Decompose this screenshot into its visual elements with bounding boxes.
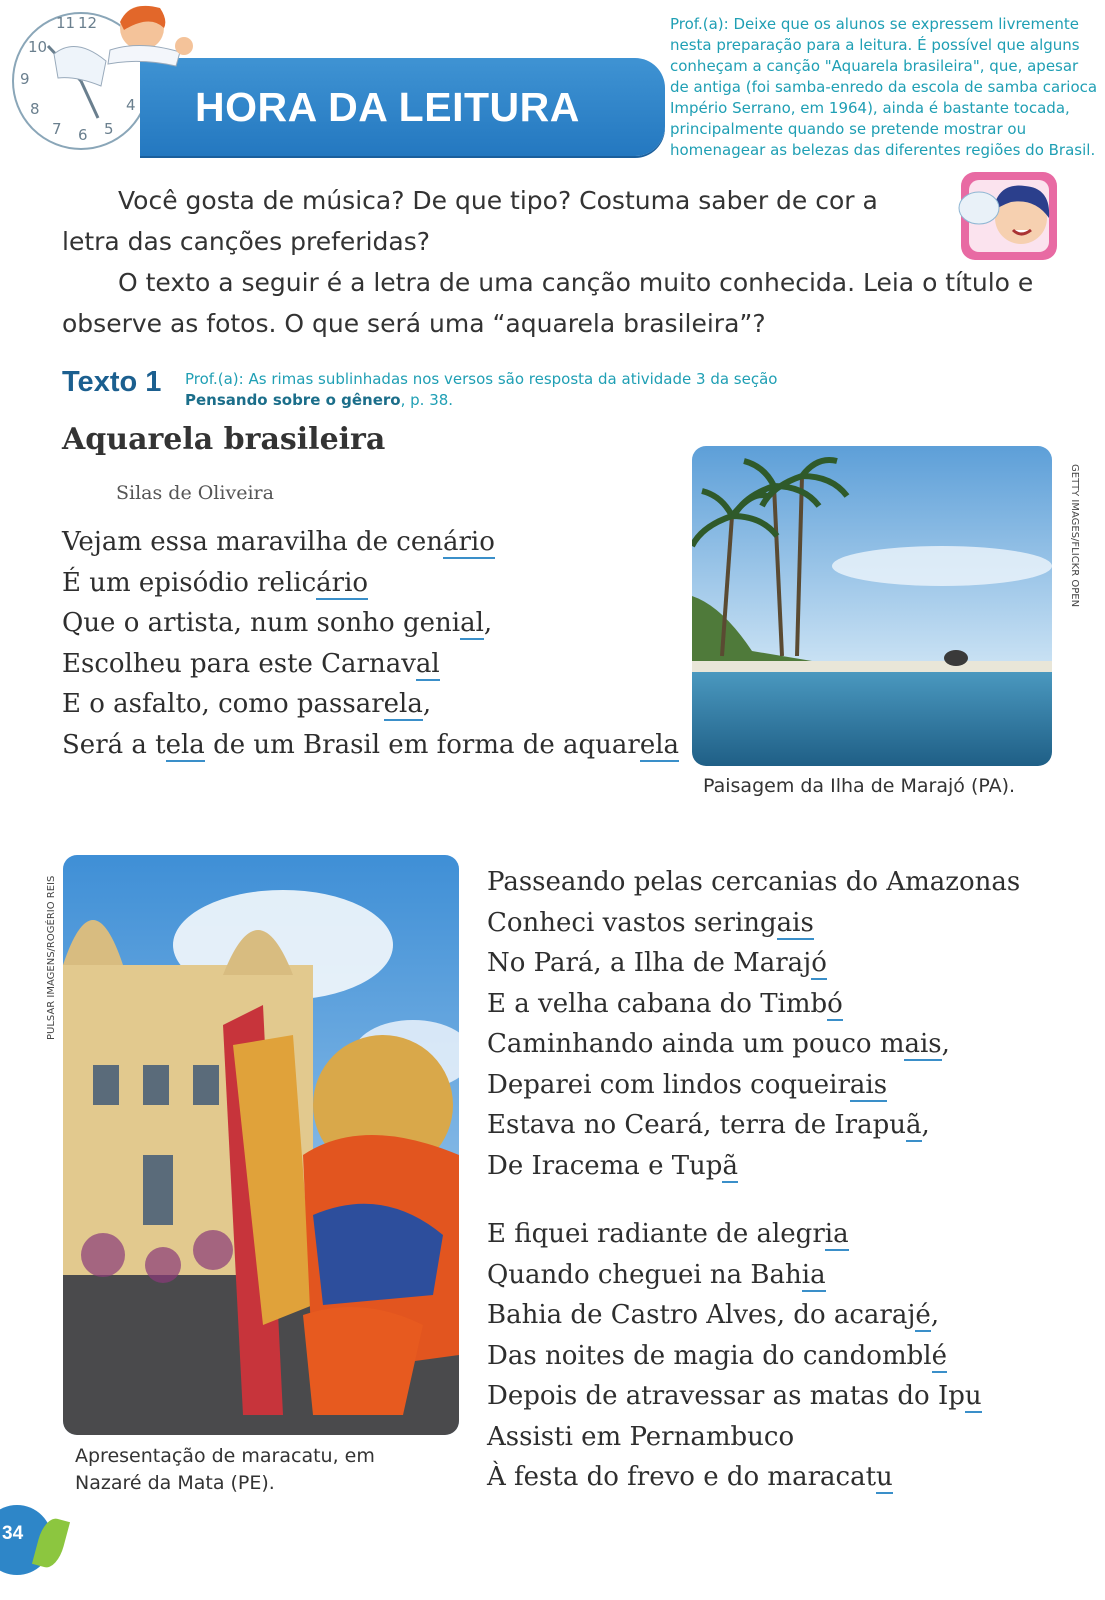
rhyme-underline: é xyxy=(915,1300,931,1330)
stanza-1 xyxy=(62,522,679,765)
rhyme-underline: é xyxy=(931,1340,947,1371)
verse-line: De Iracema e Tupã xyxy=(487,1150,738,1181)
verse-line: À festa do frevo e do maracatu xyxy=(487,1462,893,1492)
rhyme-underline: ia xyxy=(801,1259,826,1290)
verse-line: Assisti em Pernambuco xyxy=(487,1421,795,1452)
rhyme-underline: ela xyxy=(165,729,205,760)
verse-line: Vejam essa maravilha de cenário xyxy=(62,527,495,557)
verse-line: No Pará, a Ilha de Marajó xyxy=(487,948,827,978)
poem-title: Aquarela brasileira xyxy=(62,422,386,457)
note-section-name: Pensando sobre o gênero xyxy=(185,391,401,409)
rhyme-underline: ó xyxy=(811,948,827,978)
verse-line: E o asfalto, como passarela, xyxy=(62,689,432,719)
intro-text xyxy=(62,180,1072,344)
rhyme-underline: u xyxy=(876,1462,893,1492)
clock-number: 8 xyxy=(30,100,40,118)
verse-line: Deparei com lindos coqueirais xyxy=(487,1069,888,1100)
text-label: Texto 1 xyxy=(62,366,162,398)
rhyme-underline: ã xyxy=(722,1150,738,1181)
clock-number: 4 xyxy=(126,96,136,114)
verse-line: Das noites de magia do candomblé xyxy=(487,1340,947,1371)
rhyme-underline: ais xyxy=(776,907,814,938)
verse-line: É um episódio relicário xyxy=(62,567,369,598)
verse-line: Passeando pelas cercanias do Amazonas xyxy=(487,867,1021,897)
clock-number: 9 xyxy=(20,70,30,88)
rhyme-underline: u xyxy=(964,1381,982,1411)
clock-number: 6 xyxy=(78,126,88,144)
page-number: 34 xyxy=(2,1523,24,1544)
verse-line: Caminhando ainda um pouco mais, xyxy=(487,1029,950,1059)
verse-line: Estava no Ceará, terra de Irapuã, xyxy=(487,1110,930,1140)
photo-credit-maracatu: PULSAR IMAGENS/ROGÉRIO REIS xyxy=(46,875,57,1040)
note-suffix: , p. 38. xyxy=(400,391,454,409)
clock-number: 5 xyxy=(104,120,114,138)
clock-number: 11 xyxy=(56,14,76,32)
verse-line: E a velha cabana do Timbó xyxy=(487,988,843,1019)
clock-number: 7 xyxy=(52,120,62,138)
rhyme-underline: ais xyxy=(849,1069,888,1100)
rhyme-underline: al xyxy=(415,648,440,679)
speaking-girl-icon xyxy=(955,172,1060,262)
clock-number: 12 xyxy=(78,14,98,32)
verse-line: Escolheu para este Carnaval xyxy=(62,648,440,679)
rhyme-underline: ela xyxy=(383,689,423,719)
text-teacher-note xyxy=(185,369,785,411)
teacher-note: Prof.(a): Deixe que os alunos se expressem livremente nesta preparação para a leitura. É possível que alguns conheçam a canção "Aquarela brasileira", que, apesar de antiga (foi samba-enredo da escola de samba carioca Império Serrano, em 1964), ainda é bastante tocada, principalmente quando se pretende mostrar ou homenagear as belezas das diferentes regiões do Brasil. xyxy=(670,15,1098,159)
rhyme-underline: ã xyxy=(905,1110,922,1140)
intro-paragraph-2: O texto a seguir é a letra de uma canção muito conhecida. Leia o título e observe as fotos. O que será uma “aquarela brasileira”? xyxy=(62,268,1034,338)
marajo-beach-photo xyxy=(692,446,1052,766)
verse-line: Conheci vastos seringais xyxy=(487,907,814,938)
maracatu-photo xyxy=(63,855,459,1435)
verse-line: Depois de atravessar as matas do Ipu xyxy=(487,1381,982,1411)
intro-paragraph-1: Você gosta de música? De que tipo? Costuma saber de cor a letra das canções preferidas? xyxy=(62,186,878,256)
rhyme-underline: ela xyxy=(639,729,680,760)
photo-credit-marajo: GETTY IMAGES/FLICKR OPEN xyxy=(1069,464,1080,608)
rhyme-underline: ário xyxy=(443,527,495,557)
section-title: HORA DA LEITURA xyxy=(195,84,580,130)
verse-line: E fiquei radiante de alegria xyxy=(487,1219,849,1249)
caption-maracatu: Apresentação de maracatu, em Nazaré da Mata (PE). xyxy=(75,1445,375,1494)
poem-author: Silas de Oliveira xyxy=(116,482,274,504)
rhyme-underline: al xyxy=(460,608,484,638)
clock-number: 10 xyxy=(28,38,48,56)
rhyme-underline: ais xyxy=(904,1029,942,1059)
caption-marajo: Paisagem da Ilha de Marajó (PA). xyxy=(703,775,1016,797)
rhyme-underline: ó xyxy=(827,988,843,1019)
stanza-2 xyxy=(487,862,1020,1186)
reading-boy-illustration xyxy=(80,0,200,70)
verse-line: Que o artista, num sonho genial, xyxy=(62,608,493,638)
note-prefix: Prof.(a): As rimas sublinhadas nos versos são resposta da atividade 3 da seção xyxy=(185,370,778,388)
rhyme-underline: ário xyxy=(316,567,369,598)
verse-line: Bahia de Castro Alves, do acarajé, xyxy=(487,1300,940,1330)
verse-line: Será a tela de um Brasil em forma de aquarela xyxy=(62,729,680,760)
stanza-3 xyxy=(487,1214,982,1498)
rhyme-underline: ia xyxy=(824,1219,849,1249)
verse-line: Quando cheguei na Bahia xyxy=(487,1259,826,1290)
